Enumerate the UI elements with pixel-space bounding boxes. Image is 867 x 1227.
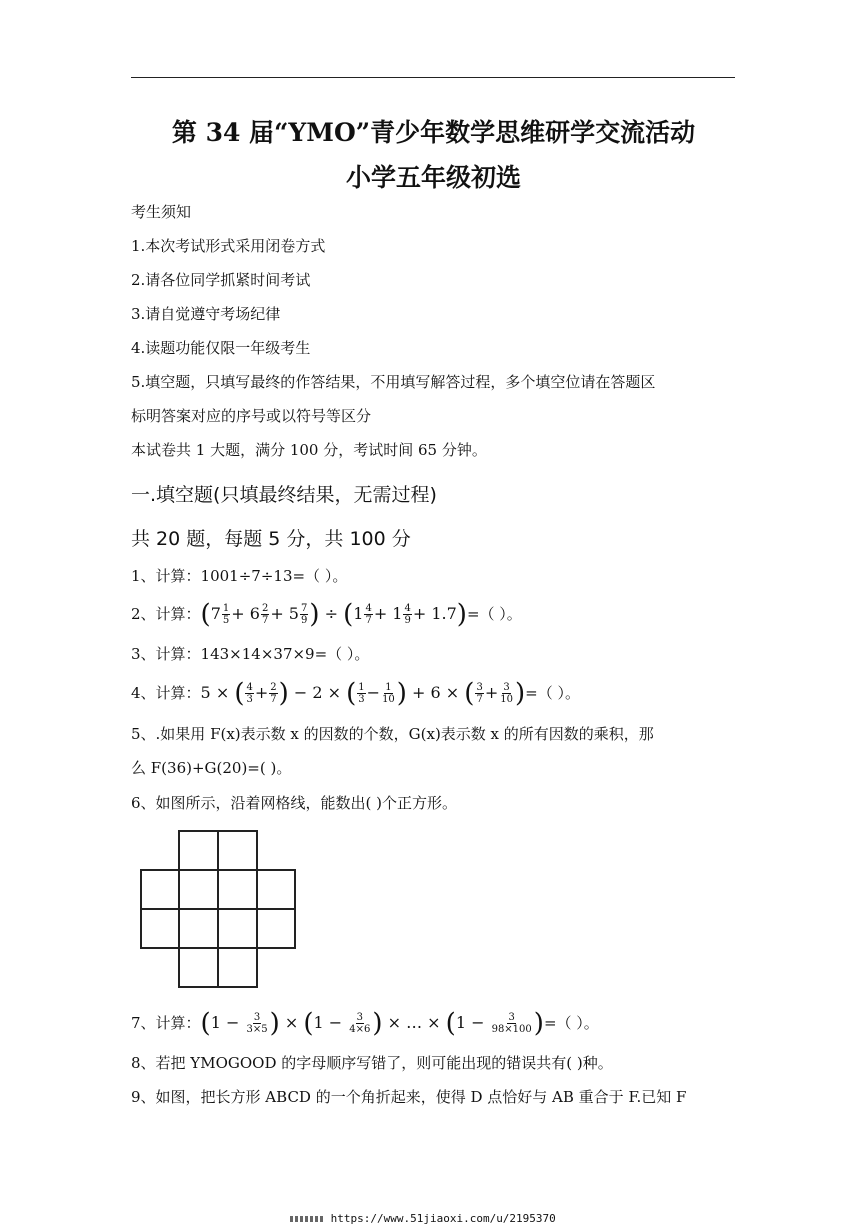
page-title: 第 34 届“YMO”青少年数学思维研学交流活动 <box>171 118 696 147</box>
grid-cell <box>257 909 295 948</box>
grid-cell <box>179 870 218 909</box>
grid-cell <box>179 948 218 987</box>
footer-watermark-url[interactable] <box>290 1212 556 1225</box>
question-4 <box>131 678 580 709</box>
grid-cell <box>257 870 295 909</box>
question-2 <box>131 599 522 630</box>
question-7-label: 7、计算： <box>131 1014 201 1032</box>
grid-cell <box>218 909 257 948</box>
notice-summary: 本试卷共 1 大题，满分 100 分，考试时间 65 分钟。 <box>131 441 487 459</box>
notice-item: 标明答案对应的序号或以符号等区分 <box>131 407 372 425</box>
section-title: 一.填空题(只填最终结果，无需过程) <box>131 484 437 506</box>
notice-item: 2.请各位同学抓紧时间考试 <box>131 271 311 289</box>
footer-url[interactable]: https://www.51jiaoxi.com/u/2195370 <box>330 1212 556 1225</box>
grid-cell <box>141 909 179 948</box>
question-5-line2: 么 F(36)+G(20)=( )。 <box>131 759 292 777</box>
top-rule <box>131 77 735 78</box>
grid-cell <box>218 870 257 909</box>
grid-cell <box>218 948 257 987</box>
question-6: 6、如图所示，沿着网格线，能数出( )个正方形。 <box>131 794 458 812</box>
question-7-answer: =（ ）。 <box>543 1014 599 1032</box>
grid-cell <box>218 831 257 870</box>
question-7-expression: (1 − $\frac{3}{3\times 5}$ ) × (1 − $\frac{3}{4\times 6}$ ) × … × (1 − $\frac{3}{98\times 100}$ ) <box>200 1008 544 1039</box>
question-4-answer: =（ ）。 <box>525 684 580 702</box>
question-3: 3、计算：143×14×37×9=（ ）。 <box>131 645 370 663</box>
question-2-expression: (7 $\frac{1}{5}$ + 6 $\frac{2}{7}$ + 5 $\frac{7}{9}$ ) ÷ (1 $\frac{4}{7}$ + 1 $\frac{4}{9}$ + 1.7) <box>200 599 467 630</box>
watermark-logo-icon <box>290 1216 324 1222</box>
question-2-answer: =（ ）。 <box>466 605 522 623</box>
notice-item: 4.读题功能仅限一年级考生 <box>131 339 311 357</box>
square-grid-figure <box>140 830 300 990</box>
question-7 <box>131 1008 599 1039</box>
notice-item: 5.填空题，只填写最终的作答结果，不用填写解答过程，多个填空位请在答题区 <box>131 373 656 391</box>
question-4-label: 4、计算： <box>131 684 201 702</box>
grid-cell <box>141 870 179 909</box>
page-subtitle: 小学五年级初选 <box>345 163 521 192</box>
notice-item: 1.本次考试形式采用闭卷方式 <box>131 237 326 255</box>
section-subtitle: 共 20 题，每题 5 分，共 100 分 <box>131 528 411 550</box>
notice-item: 3.请自觉遵守考场纪律 <box>131 305 281 323</box>
grid-cell <box>179 909 218 948</box>
question-1: 1、计算：1001÷7÷13=（ ）。 <box>131 567 348 585</box>
question-9: 9、如图，把长方形 ABCD 的一个角折起来，使得 D 点恰好与 AB 重合于 F.已知 F <box>131 1088 687 1106</box>
question-4-expression: 5 × ( $\frac{4}{3}$ + $\frac{2}{7}$ ) − 2 × ( $\frac{1}{3}$ − $\frac{1}{10}$ ) + 6 × ( $\frac{3}{7}$ + $\frac{3}{10}$ ) <box>200 678 526 709</box>
grid-cell <box>179 831 218 870</box>
question-2-label: 2、计算： <box>131 605 201 623</box>
question-5-line1: 5、.如果用 F(x)表示数 x 的因数的个数，G(x)表示数 x 的所有因数的乘积，那 <box>131 725 654 743</box>
question-8: 8、若把 YMOGOOD 的字母顺序写错了，则可能出现的错误共有( )种。 <box>131 1054 613 1072</box>
notice-heading: 考生须知 <box>131 203 192 221</box>
